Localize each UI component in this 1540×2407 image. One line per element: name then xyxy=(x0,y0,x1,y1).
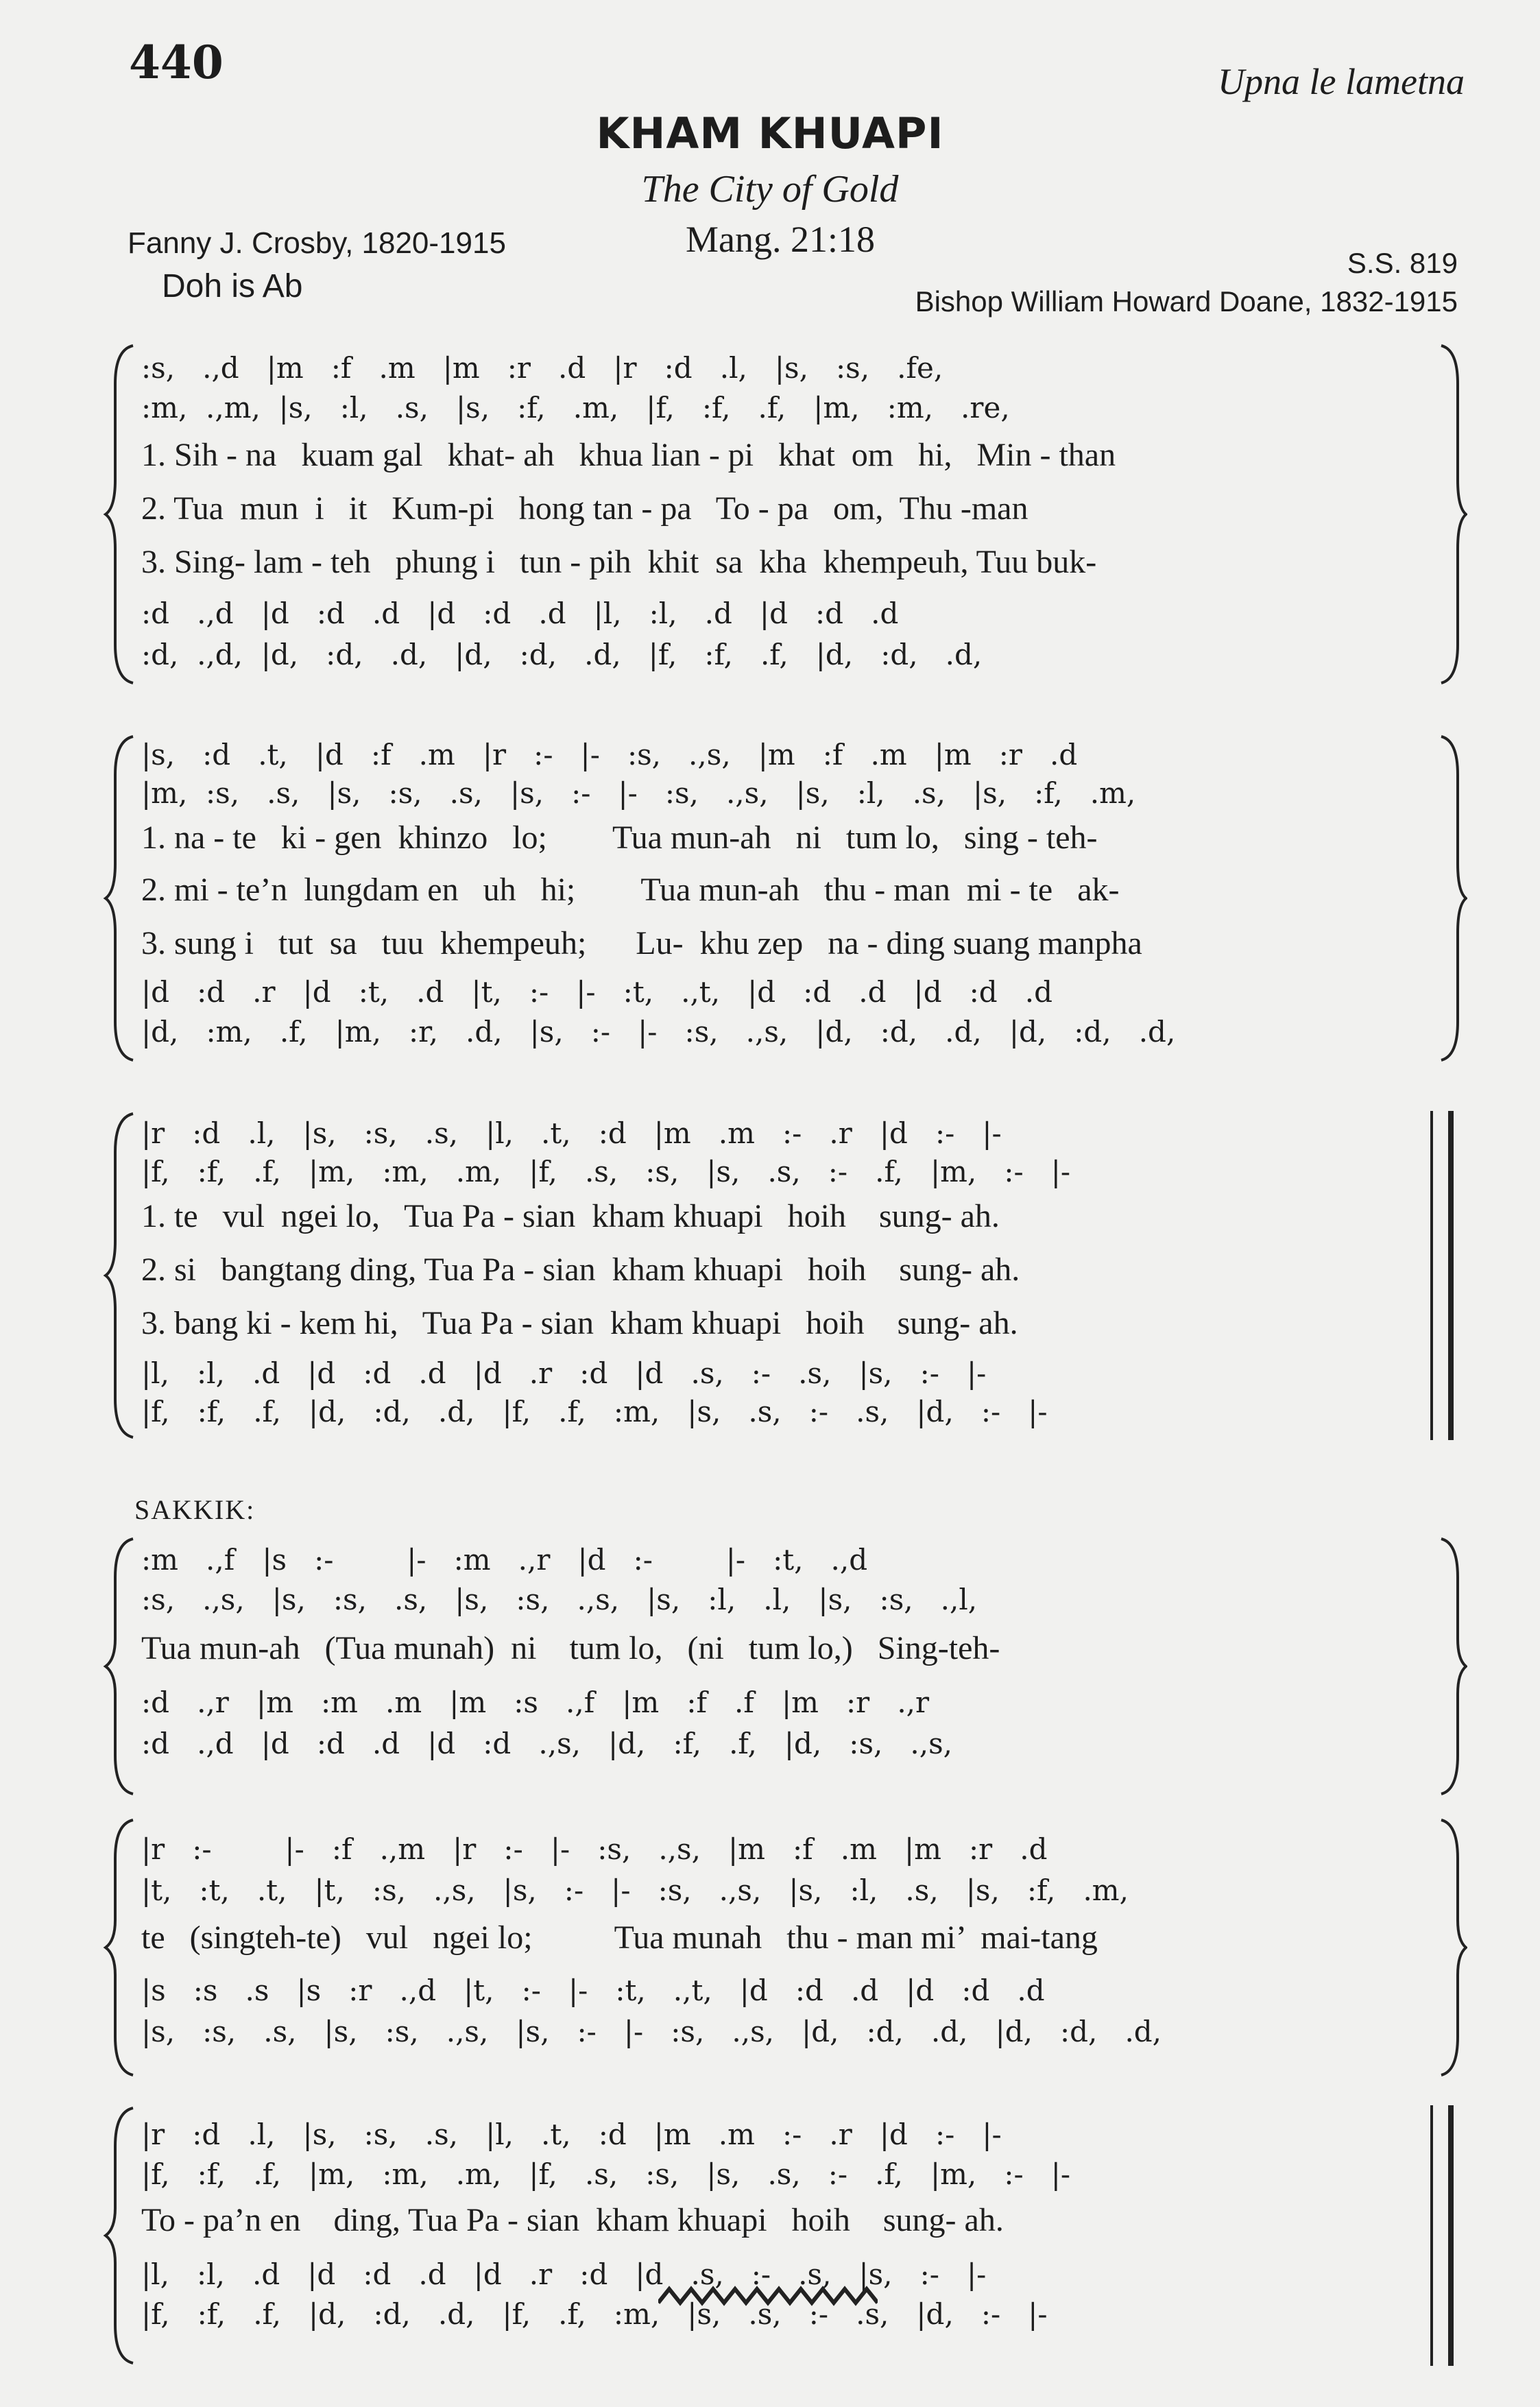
music-system-3 xyxy=(103,1111,1467,1440)
solfa-line: |s :s .s |s :r .,d |t, :- |- :t, .,t, |d :d .d |d :d .d xyxy=(141,1974,1045,2007)
left-brace-icon xyxy=(103,1536,140,1797)
solfa-line: |d :d .r |d :t, .d |t, :- |- :t, .,t, |d :d .d |d :d .d xyxy=(141,975,1052,1009)
lyric-line-verse-3: 3. Sing- lam - teh phung i tun - pih khit sa kha khempeuh, Tuu buk- xyxy=(141,544,1097,580)
solfa-line: |m, :s, .s, |s, :s, .s, |s, :- |- :s, .,s, |s, :l, .s, |s, :f, .m, xyxy=(141,776,1136,810)
music-system-5 xyxy=(103,1817,1467,2078)
solfa-line: :m, .,m, |s, :l, .s, |s, :f, .m, |f, :f, .f, |m, :m, .re, xyxy=(141,391,1010,424)
solfa-line: |r :d .l, |s, :s, .s, |l, .t, :d |m .m :- .r |d :- |- xyxy=(141,2118,1002,2151)
author-credit: Fanny J. Crosby, 1820-1915 xyxy=(128,226,506,260)
solfa-line: :s, .,s, |s, :s, .s, |s, :s, .,s, |s, :l, .l, |s, :s, .,l, xyxy=(141,1583,978,1616)
lyric-line-verse-3: 3. bang ki - kem hi, Tua Pa - sian kham khuapi hoih sung- ah. xyxy=(141,1305,1018,1341)
lyric-line-chorus: te (singteh-te) vul ngei lo; Tua munah thu - man mi’ mai-tang xyxy=(141,1919,1098,1956)
solfa-line: |f, :f, .f, |m, :m, .m, |f, .s, :s, |s, .s, :- .f, |m, :- |- xyxy=(141,2157,1071,2191)
solfa-line: |r :d .l, |s, :s, .s, |l, .t, :d |m .m :- .r |d :- |- xyxy=(141,1116,1002,1150)
left-brace-icon xyxy=(103,734,140,1063)
right-brace-icon xyxy=(1437,1536,1467,1797)
right-brace-icon xyxy=(1437,1817,1467,2078)
solfa-line: |t, :t, .t, |t, :s, .,s, |s, :- |- :s, .,s, |s, :l, .s, |s, :f, .m, xyxy=(141,1873,1129,1907)
right-brace-icon xyxy=(1437,734,1467,1063)
solfa-line: |f, :f, .f, |m, :m, .m, |f, .s, :s, |s, .s, :- .f, |m, :- |- xyxy=(141,1155,1071,1188)
solfa-line: |s, :d .t, |d :f .m |r :- |- :s, .,s, |m :f .m |m :r .d xyxy=(141,738,1078,771)
solfa-line: :d .,d |d :d .d |d :d .d |l, :l, .d |d :d .d xyxy=(141,597,899,630)
composer-credit: Bishop William Howard Doane, 1832-1915 xyxy=(915,285,1458,318)
solfa-line: :m .,f |s :- |- :m .,r |d :- |- :t, .,d xyxy=(141,1543,868,1577)
key-signature: Doh is Ab xyxy=(162,268,303,304)
solfa-line: :s, .,d |m :f .m |m :r .d |r :d .l, |s, :s, .fe, xyxy=(141,351,943,385)
solfa-line: :d .,r |m :m .m |m :s .,f |m :f .f |m :r .,r xyxy=(141,1686,930,1719)
solfa-line: |f, :f, .f, |d, :d, .d, |f, .f, :m, |s, .s, :- .s, |d, :- |- xyxy=(141,1395,1048,1428)
hymn-number: 440 xyxy=(129,36,224,89)
music-system-4 xyxy=(103,1536,1467,1797)
music-system-1 xyxy=(103,343,1467,686)
lyric-line-verse-3: 3. sung i tut sa tuu khempeuh; Lu- khu zep na - ding suang manpha xyxy=(141,925,1142,961)
right-brace-icon xyxy=(1437,343,1467,686)
left-brace-icon xyxy=(103,1817,140,2078)
chorus-label: SAKKIK: xyxy=(134,1494,256,1525)
solfa-line: |r :- |- :f .,m |r :- |- :s, .,s, |m :f .m |m :r .d xyxy=(141,1832,1048,1866)
zigzag-ornament-icon xyxy=(658,2282,878,2310)
left-brace-icon xyxy=(103,343,140,686)
solfa-line: :d, .,d, |d, :d, .d, |d, :d, .d, |f, :f, .f, |d, :d, .d, xyxy=(141,638,983,671)
lyric-line-verse-2: 2. Tua mun i it Kum-pi hong tan - pa To - pa om, Thu -man xyxy=(141,490,1028,527)
music-system-6 xyxy=(103,2105,1467,2366)
final-barline xyxy=(1430,2105,1454,2366)
solfa-line: |f, :f, .f, |d, :d, .d, |f, .f, :m, |s, .s, :- .s, |d, :- |- xyxy=(141,2297,1048,2331)
solfa-line: |d, :m, .f, |m, :r, .d, |s, :- |- :s, .,s, |d, :d, .d, |d, :d, .d, xyxy=(141,1015,1176,1049)
final-barline xyxy=(1430,1111,1454,1440)
solfa-line: |s, :s, .s, |s, :s, .,s, |s, :- |- :s, .,s, |d, :d, .d, |d, :d, .d, xyxy=(141,2015,1162,2048)
left-brace-icon xyxy=(103,1111,140,1440)
section-name: Upna le lametna xyxy=(1218,61,1465,102)
lyric-line-chorus: Tua mun-ah (Tua munah) ni tum lo, (ni tum lo,) Sing-teh- xyxy=(141,1630,1000,1666)
solfa-line: |l, :l, .d |d :d .d |d .r :d |d .s, :- .s, |s, :- |- xyxy=(141,2258,987,2291)
left-brace-icon xyxy=(103,2105,140,2366)
hymnal-reference: S.S. 819 xyxy=(1347,247,1458,279)
lyric-line-verse-1: 1. Sih - na kuam gal khat- ah khua lian - pi khat om hi, Min - than xyxy=(141,437,1116,473)
hymn-title: KHAM KHUAPI xyxy=(596,108,944,158)
scripture-reference: Mang. 21:18 xyxy=(686,219,875,260)
hymn-subtitle: The City of Gold xyxy=(641,168,899,211)
lyric-line-chorus: To - pa’n en ding, Tua Pa - sian kham khuapi hoih sung- ah. xyxy=(141,2202,1004,2238)
lyric-line-verse-1: 1. na - te ki - gen khinzo lo; Tua mun-ah ni tum lo, sing - teh- xyxy=(141,819,1098,856)
music-system-2 xyxy=(103,734,1467,1063)
lyric-line-verse-2: 2. si bangtang ding, Tua Pa - sian kham khuapi hoih sung- ah. xyxy=(141,1252,1020,1288)
lyric-line-verse-2: 2. mi - te’n lungdam en uh hi; Tua mun-ah thu - man mi - te ak- xyxy=(141,872,1120,908)
lyric-line-verse-1: 1. te vul ngei lo, Tua Pa - sian kham khuapi hoih sung- ah. xyxy=(141,1198,1000,1234)
solfa-line: |l, :l, .d |d :d .d |d .r :d |d .s, :- .s, |s, :- |- xyxy=(141,1356,987,1390)
solfa-line: :d .,d |d :d .d |d :d .,s, |d, :f, .f, |d, :s, .,s, xyxy=(141,1727,953,1760)
